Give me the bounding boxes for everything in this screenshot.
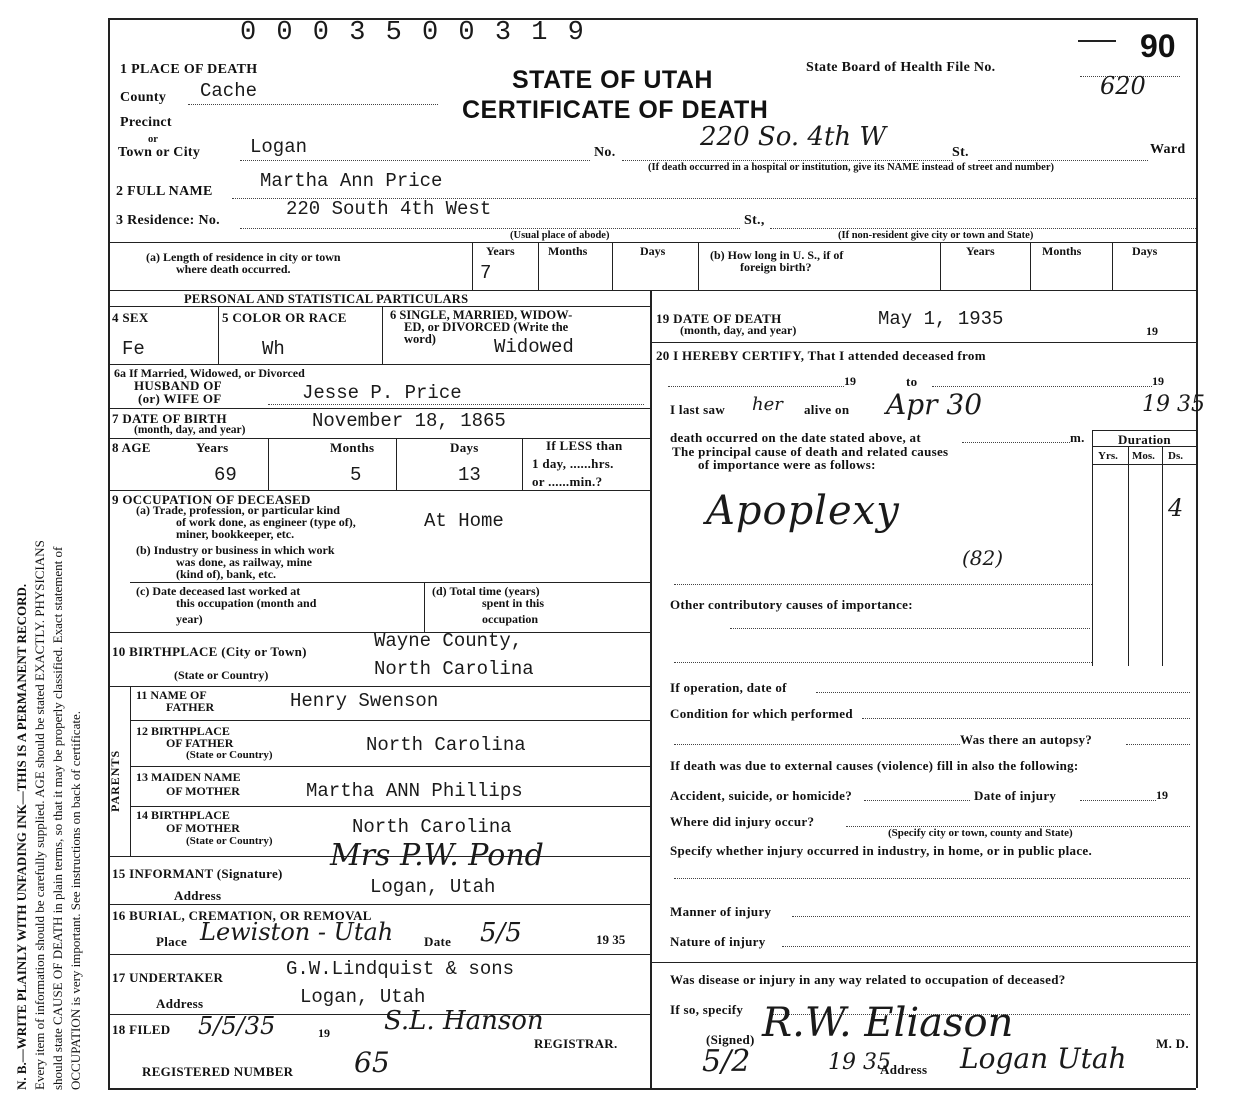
death-occurred-label: death occurred on the date stated above, at	[670, 430, 921, 445]
father-bp-label3: (State or Country)	[186, 749, 273, 761]
informant-label: 15 INFORMANT (Signature)	[112, 866, 283, 881]
other-causes-label: Other contributory causes of importance:	[670, 597, 913, 612]
date-injury-label: Date of injury	[974, 788, 1057, 803]
signed-label: (Signed)	[706, 1032, 755, 1047]
burial-year: 19 35	[596, 932, 626, 947]
duration-ds: Ds.	[1168, 450, 1183, 462]
registrar-label: REGISTRAR.	[534, 1036, 618, 1051]
side-note-line3: should state CAUSE OF DEATH in plain terms, so that it may be properly classified. Exact statement of	[50, 546, 65, 1090]
spouse-label3: (or) WIFE OF	[138, 391, 222, 406]
dob-label2: (month, day, and year)	[134, 424, 246, 436]
file-no-label: State Board of Health File No.	[806, 60, 996, 75]
manner-label: Manner of injury	[670, 904, 772, 919]
length-residence-b-label: (b) How long in U. S., if of	[710, 248, 844, 262]
spouse-label2: HUSBAND OF	[134, 378, 222, 393]
autopsy-label: Was there an autopsy?	[960, 732, 1093, 747]
burial-place-label: Place	[156, 934, 188, 949]
days-header-a: Days	[640, 244, 666, 258]
occupation-a-value: At Home	[424, 510, 504, 532]
burial-date: 5/5	[480, 918, 522, 948]
occupation-c3: year)	[176, 612, 203, 626]
occupation-b3: (kind of), bank, etc.	[176, 567, 277, 581]
age-days-value: 13	[458, 464, 481, 486]
occupation-a1: (a) Trade, profession, or particular kind	[136, 503, 340, 517]
no-label: No.	[594, 145, 616, 160]
full-name-value: Martha Ann Price	[260, 170, 443, 192]
informant-signature: Mrs P.W. Pond	[330, 838, 544, 873]
town-label: Town or City	[118, 145, 201, 160]
burial-label: 16 BURIAL, CREMATION, OR REMOVAL	[112, 908, 372, 923]
months-header-b: Months	[1042, 244, 1082, 258]
burial-date-label: Date	[424, 934, 452, 949]
years-header-a: Years	[486, 244, 515, 258]
signer-address-label: Address	[880, 1062, 928, 1077]
informant-address: Logan, Utah	[370, 876, 496, 898]
mother-bp-label2: OF MOTHER	[166, 821, 240, 835]
filed-nineteen: 19	[318, 1026, 330, 1040]
occupation-d3: occupation	[482, 612, 539, 626]
age-months-header: Months	[330, 440, 375, 455]
condition-label: Condition for which performed	[670, 706, 853, 721]
father-bp-label1: 12 BIRTHPLACE	[136, 724, 230, 738]
sign-date: 5/2	[702, 1044, 751, 1079]
birthplace-label: 10 BIRTHPLACE (City or Town)	[112, 644, 307, 659]
disease-related-label: Was disease or injury in any way related to occupation of deceased?	[670, 972, 1066, 987]
residence-label: 3 Residence: No.	[116, 213, 220, 228]
corner-number: 90	[1140, 28, 1176, 64]
place-of-death-label: 1 PLACE OF DEATH	[120, 62, 258, 77]
age-months-value: 5	[350, 464, 362, 486]
undertaker-address-label: Address	[156, 996, 204, 1011]
nature-label: Nature of injury	[670, 934, 766, 949]
length-residence-a-label: (a) Length of residence in city or town	[146, 250, 341, 264]
last-saw-her: her	[752, 394, 783, 415]
age-label: 8 AGE	[112, 440, 151, 455]
md-label: M. D.	[1156, 1036, 1189, 1051]
accident-label: Accident, suicide, or homicide?	[670, 788, 853, 803]
where-injury-label: Where did injury occur?	[670, 814, 815, 829]
occupation-b1: (b) Industry or business in which work	[136, 543, 335, 557]
hospital-note: (If death occurred in a hospital or institution, give its NAME instead of street and number)	[648, 162, 1055, 173]
age-less-than-2: 1 day, ......hrs.	[532, 456, 614, 471]
informant-address-label: Address	[174, 888, 222, 903]
birthplace-value1: Wayne County,	[374, 630, 523, 652]
father-bp-value: North Carolina	[366, 734, 526, 756]
registrar-signature: S.L. Hanson	[384, 1006, 544, 1036]
age-days-header: Days	[450, 440, 479, 455]
burial-place: Lewiston - Utah	[200, 918, 394, 946]
side-note-line2: Every item of information should be carefully supplied. AGE should be stated EXACTLY. PHYSICIANS	[32, 540, 47, 1090]
mother-bp-label3: (State or Country)	[186, 835, 273, 847]
occupation-c2: this occupation (month and	[176, 596, 317, 610]
marital-value: Widowed	[494, 336, 574, 358]
age-years-value: 69	[214, 464, 237, 486]
filed-date: 5/5/35	[198, 1012, 276, 1040]
if-so-label: If so, specify	[670, 1002, 744, 1017]
side-note-line4: OCCUPATION is very important. See instructions on back of certificate.	[68, 711, 83, 1090]
certify-to: to	[906, 374, 918, 389]
serial-number: 0 0 0 3 5 0 0 3 1 9	[240, 18, 586, 48]
mother-bp-label1: 14 BIRTHPLACE	[136, 808, 230, 822]
signer-address: Logan Utah	[960, 1042, 1127, 1075]
specify-city-note: (Specify city or town, county and State)	[888, 827, 1073, 839]
external-causes-label: If death was due to external causes (violence) fill in also the following:	[670, 758, 1079, 773]
dob-value: November 18, 1865	[312, 410, 506, 432]
length-residence-a-label2: where death occurred.	[176, 262, 291, 276]
alive-on-year: 19 35	[1142, 392, 1205, 417]
state-title: STATE OF UTAH	[512, 66, 713, 94]
days-header-b: Days	[1132, 244, 1158, 258]
nonresident-note: (If non-resident give city or town and State)	[838, 230, 1034, 241]
residence-st-label: St.,	[744, 213, 765, 228]
certify-label: 20 I HEREBY CERTIFY, That I attended deceased from	[656, 348, 986, 363]
cause-label2: of importance were as follows:	[698, 457, 876, 472]
undertaker-label: 17 UNDERTAKER	[112, 970, 224, 985]
residence-value: 220 South 4th West	[286, 198, 492, 220]
precinct-label: Precinct	[120, 115, 172, 130]
death-date-value: May 1, 1935	[878, 308, 1004, 330]
years-residence-value: 7	[480, 262, 492, 284]
age-less-than-3: or ......min.?	[532, 474, 603, 489]
months-header-a: Months	[548, 244, 588, 258]
registered-number-label: REGISTERED NUMBER	[142, 1064, 294, 1079]
registered-number: 65	[354, 1046, 390, 1079]
cause-label1: The principal cause of death and related causes	[672, 444, 949, 459]
ward-label: Ward	[1150, 142, 1186, 157]
injury-nineteen: 19	[1156, 788, 1168, 802]
duration-yrs: Yrs.	[1098, 450, 1118, 462]
marital-label1: 6 SINGLE, MARRIED, WIDOW-	[390, 308, 573, 322]
occupation-d1: (d) Total time (years)	[432, 584, 540, 598]
occupation-a2: of work done, as engineer (type of),	[176, 515, 356, 529]
duration-mos: Mos.	[1132, 450, 1155, 462]
occupation-c1: (c) Date deceased last worked at	[136, 584, 301, 598]
file-no-value: 620	[1100, 72, 1146, 100]
mother-label2: OF MOTHER	[166, 784, 240, 798]
undertaker-address: Logan, Utah	[300, 986, 426, 1008]
death-occurred-m: m.	[1070, 430, 1085, 445]
specify-industry-label: Specify whether injury occurred in industry, in home, or in public place.	[670, 843, 1093, 858]
county-label: County	[120, 90, 167, 105]
filed-label: 18 FILED	[112, 1022, 171, 1037]
father-label1: 11 NAME OF	[136, 688, 207, 702]
mother-label1: 13 MAIDEN NAME	[136, 770, 241, 784]
occupation-d2: spent in this	[482, 596, 545, 610]
alive-on-date: Apr 30	[886, 388, 983, 421]
death-date-label1: 19 DATE OF DEATH	[656, 311, 782, 326]
undertaker-value: G.W.Lindquist & sons	[286, 958, 515, 980]
sex-label: 4 SEX	[112, 310, 149, 325]
usual-abode-note: (Usual place of abode)	[510, 230, 610, 241]
cause-value: Apoplexy	[706, 488, 900, 534]
father-value: Henry Swenson	[290, 690, 439, 712]
full-name-label: 2 FULL NAME	[116, 184, 213, 199]
duration-label: Duration	[1118, 432, 1171, 447]
parents-label: PARENTS	[108, 749, 122, 812]
years-header-b: Years	[966, 244, 995, 258]
occupation-b2: was done, as railway, mine	[176, 555, 313, 569]
age-less-than-1: If LESS than	[546, 438, 623, 453]
length-residence-b-label2: foreign birth?	[740, 260, 812, 274]
marital-label3: word)	[404, 332, 436, 346]
birthplace-value2: North Carolina	[374, 658, 534, 680]
mother-bp-value: North Carolina	[352, 816, 512, 838]
st-label: St.	[952, 145, 969, 160]
physician-signature: R.W. Eliason	[762, 1000, 1014, 1046]
color-label: 5 COLOR OR RACE	[222, 310, 347, 325]
dob-label1: 7 DATE OF BIRTH	[112, 411, 227, 426]
occupation-label: 9 OCCUPATION OF DECEASED	[112, 492, 311, 507]
mother-value: Martha ANN Phillips	[306, 780, 523, 802]
cause-code: (82)	[962, 546, 1004, 570]
spouse-label1: 6a If Married, Widowed, or Divorced	[114, 366, 305, 380]
certificate-title: CERTIFICATE OF DEATH	[462, 96, 769, 124]
color-value: Wh	[262, 338, 285, 360]
spouse-value: Jesse P. Price	[302, 382, 462, 404]
side-note-line1: N. B.—WRITE PLAINLY WITH UNFADING INK—THIS IS A PERMANENT RECORD.	[14, 583, 29, 1090]
age-years-header: Years	[196, 440, 229, 455]
street-handwritten: 220 So. 4th W	[700, 122, 887, 152]
sign-year: 19 35	[828, 1050, 891, 1075]
father-label2: FATHER	[166, 700, 215, 714]
duration-days-value: 4	[1168, 494, 1184, 522]
certify-from-nineteen: 19	[844, 374, 856, 388]
marital-label2: ED, or DIVORCED (Write the	[404, 320, 569, 334]
personal-header: PERSONAL AND STATISTICAL PARTICULARS	[184, 292, 469, 306]
sex-value: Fe	[122, 338, 145, 360]
or-label: or	[148, 134, 158, 145]
alive-on-label: alive on	[804, 402, 850, 417]
occupation-a3: miner, bookkeeper, etc.	[176, 527, 295, 541]
death-date-nineteen: 19	[1146, 324, 1158, 338]
birthplace-label2: (State or Country)	[174, 668, 269, 682]
town-value: Logan	[250, 136, 308, 158]
father-bp-label2: OF FATHER	[166, 736, 234, 750]
death-date-label2: (month, day, and year)	[680, 323, 797, 337]
last-saw-label: I last saw	[670, 402, 726, 417]
certify-to-nineteen: 19	[1152, 374, 1164, 388]
operation-label: If operation, date of	[670, 680, 787, 695]
county-value: Cache	[200, 80, 258, 102]
